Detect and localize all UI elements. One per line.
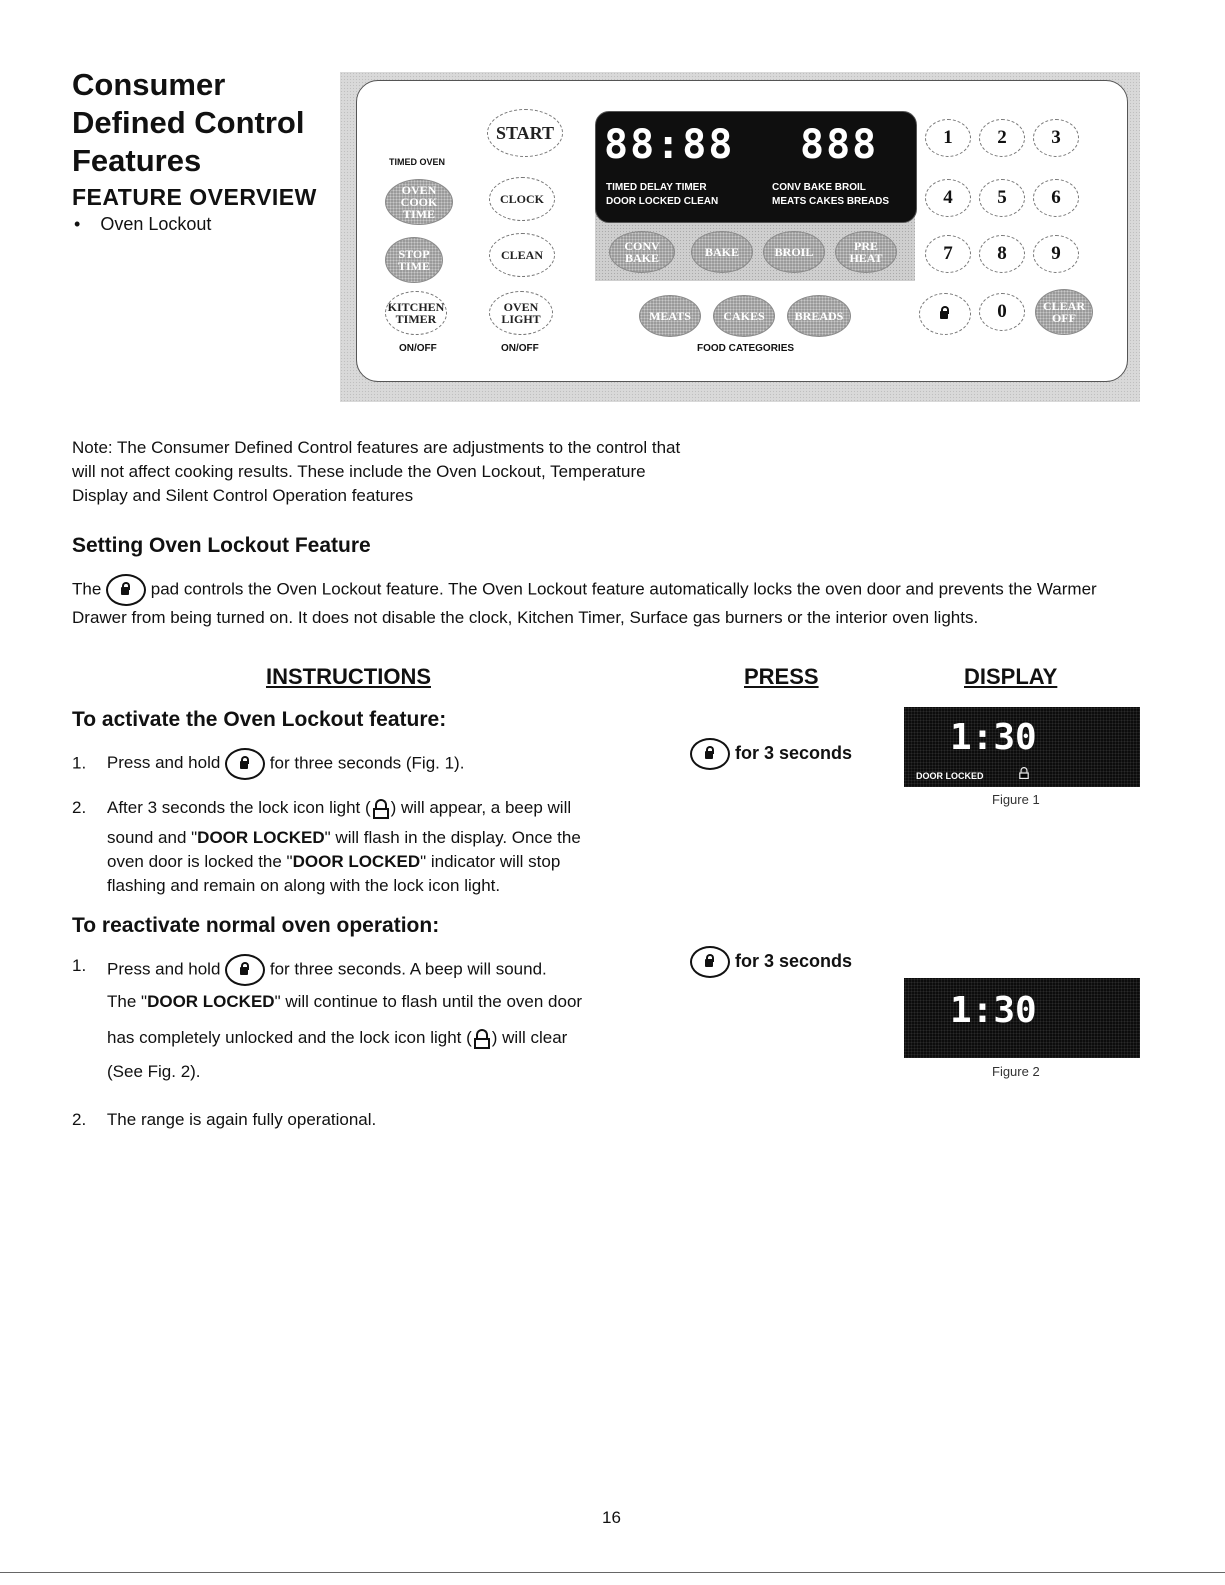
lcd-indicator-row: DOOR LOCKED CLEAN: [606, 196, 719, 207]
lock-pad-icon: [690, 738, 730, 770]
clock-button: CLOCK: [489, 177, 555, 221]
keypad-0: 0: [979, 293, 1025, 331]
intro-text: pad controls the Oven Lockout feature. The Oven Lockout feature automatically locks the oven door and prevents the Warmer Drawer from being turned on. It does not disable the clock, Kitchen Timer, Surface gas burners or the interior oven lights.: [72, 579, 1097, 627]
bake-button: BAKE: [691, 231, 753, 273]
door-locked-text: DOOR LOCKED: [197, 828, 325, 847]
broil-button: BROIL: [763, 231, 825, 273]
step-number: 1.: [72, 753, 87, 773]
keypad-3: 3: [1033, 119, 1079, 157]
keypad-8: 8: [979, 235, 1025, 273]
title-line: Consumer: [72, 67, 226, 102]
step-text: " indicator will stop: [420, 852, 561, 871]
step-text: After 3 seconds the lock icon light (: [107, 798, 371, 817]
step-text: The ": [107, 992, 148, 1011]
step-text: The range is again fully operational.: [106, 1110, 377, 1129]
section-heading: Setting Oven Lockout Feature: [72, 534, 371, 557]
step-text: Press and hold: [106, 753, 221, 773]
title-line: Features: [72, 143, 202, 178]
bullet-text: Oven Lockout: [100, 214, 212, 234]
lcd-indicator-row: TIMED DELAY TIMER: [606, 182, 707, 193]
section-intro: [72, 574, 1142, 630]
figure-2-caption: Figure 2: [992, 1064, 1040, 1079]
press-column-header: PRESS: [744, 664, 819, 689]
cakes-button: CAKES: [713, 295, 775, 337]
reactivate-step-1: [107, 954, 677, 1084]
step-line: [107, 826, 677, 850]
stop-time-button: STOP TIME: [385, 237, 443, 283]
activate-step-2: [107, 796, 677, 898]
keypad-4: 4: [925, 179, 971, 217]
step-text: has completely unlocked and the lock icon light (: [107, 1028, 472, 1047]
step-text: Press and hold: [107, 959, 221, 979]
activate-step-1: [72, 748, 464, 780]
lcd-display: [595, 111, 917, 223]
lock-icon: [1019, 767, 1029, 779]
meats-button: MEATS: [639, 295, 701, 337]
lock-pad-icon: [690, 946, 730, 978]
press-duration: for 3 seconds: [735, 742, 853, 763]
step-text: for three seconds (Fig. 1).: [269, 753, 465, 773]
lcd-clock-digits: 88:88: [604, 122, 735, 168]
step-line: [107, 1026, 677, 1050]
intro-text: The: [72, 579, 102, 599]
door-locked-indicator: DOOR LOCKED: [916, 771, 984, 781]
lcd-temp-digits: 888: [800, 122, 879, 168]
display-figure-2: [904, 978, 1140, 1058]
title-line: Defined Control: [72, 105, 305, 140]
clean-button: CLEAN: [489, 233, 555, 277]
lock-pad-icon: [225, 954, 265, 986]
food-categories-label: FOOD CATEGORIES: [697, 343, 795, 354]
start-button: START: [487, 109, 563, 157]
lcd-indicator-row: MEATS CAKES BREADS: [772, 196, 890, 207]
step-text: for three seconds. A beep will sound.: [269, 959, 547, 979]
step-line: flashing and remain on along with the lock icon light.: [107, 876, 501, 895]
keypad-9: 9: [1033, 235, 1079, 273]
lock-pad-icon: [106, 574, 146, 606]
control-panel-face: [356, 80, 1128, 382]
conv-bake-button: CONV BAKE: [609, 231, 675, 273]
lock-icon: [373, 799, 389, 819]
step-text: ) will appear, a beep will: [390, 798, 572, 817]
step-line: [107, 954, 677, 986]
note-paragraph: Note: The Consumer Defined Control features are adjustments to the control that will not affect cooking results. These include the Oven Lockout, Temperature Display and Silent Control Operation features: [72, 438, 681, 505]
keypad-7: 7: [925, 235, 971, 273]
control-panel-illustration: [340, 72, 1140, 402]
reactivate-step-2: [72, 1108, 376, 1132]
page-bottom-rule: [0, 1572, 1225, 1573]
activate-heading: To activate the Oven Lockout feature:: [72, 708, 447, 731]
display-time: 1:30: [950, 990, 1037, 1031]
reactivate-step-1-num: 1.: [72, 956, 87, 975]
timed-oven-label: TIMED OVEN: [389, 157, 446, 167]
step-line: (See Fig. 2).: [107, 1062, 201, 1081]
page-title: [72, 66, 332, 180]
press-duration: for 3 seconds: [735, 950, 853, 971]
step-number: 2.: [72, 1110, 87, 1129]
display-figure-1: [904, 707, 1140, 787]
step-text: ) will clear: [491, 1028, 568, 1047]
step-text: " will flash in the display. Once the: [324, 828, 581, 847]
preheat-button: PRE HEAT: [835, 231, 897, 273]
lock-pad-icon: [225, 748, 265, 780]
door-locked-text: DOOR LOCKED: [292, 852, 421, 871]
keypad-2: 2: [979, 119, 1025, 157]
reactivate-heading: To reactivate normal oven operation:: [72, 914, 440, 937]
reactivate-press: [690, 946, 852, 978]
lock-icon: [927, 300, 963, 328]
keypad-1: 1: [925, 119, 971, 157]
kitchen-timer-button: KITCHEN TIMER: [385, 291, 447, 335]
figure-1-caption: Figure 1: [992, 792, 1040, 807]
oven-light-button: OVEN LIGHT: [489, 291, 553, 335]
lock-pad-icon: [919, 293, 971, 335]
display-column-header: DISPLAY: [964, 664, 1058, 689]
step-line: [107, 796, 677, 820]
activate-press: [690, 738, 852, 770]
keypad-6: 6: [1033, 179, 1079, 217]
feature-overview-heading: FEATURE OVERVIEW: [72, 184, 317, 210]
on-off-label: ON/OFF: [501, 343, 539, 354]
clear-off-button: CLEAR OFF: [1035, 289, 1093, 335]
display-time: 1:30: [950, 717, 1037, 758]
page-number: 16: [602, 1508, 621, 1527]
on-off-label: ON/OFF: [399, 343, 437, 354]
instructions-column-header: INSTRUCTIONS: [266, 664, 431, 689]
feature-bullet: • Oven Lockout: [74, 214, 212, 234]
step-line: [107, 850, 677, 874]
lcd-indicator-row: CONV BAKE BROIL: [772, 182, 866, 193]
oven-cook-time-button: OVEN COOK TIME: [385, 179, 453, 225]
activate-step-2-num: 2.: [72, 798, 87, 817]
step-text: oven door is locked the ": [107, 852, 293, 871]
step-text: " will continue to flash until the oven door: [274, 992, 583, 1011]
step-text: sound and ": [107, 828, 198, 847]
keypad-5: 5: [979, 179, 1025, 217]
door-locked-text: DOOR LOCKED: [147, 992, 275, 1011]
breads-button: BREADS: [787, 295, 851, 337]
step-line: [107, 990, 677, 1014]
lock-icon: [474, 1029, 490, 1049]
